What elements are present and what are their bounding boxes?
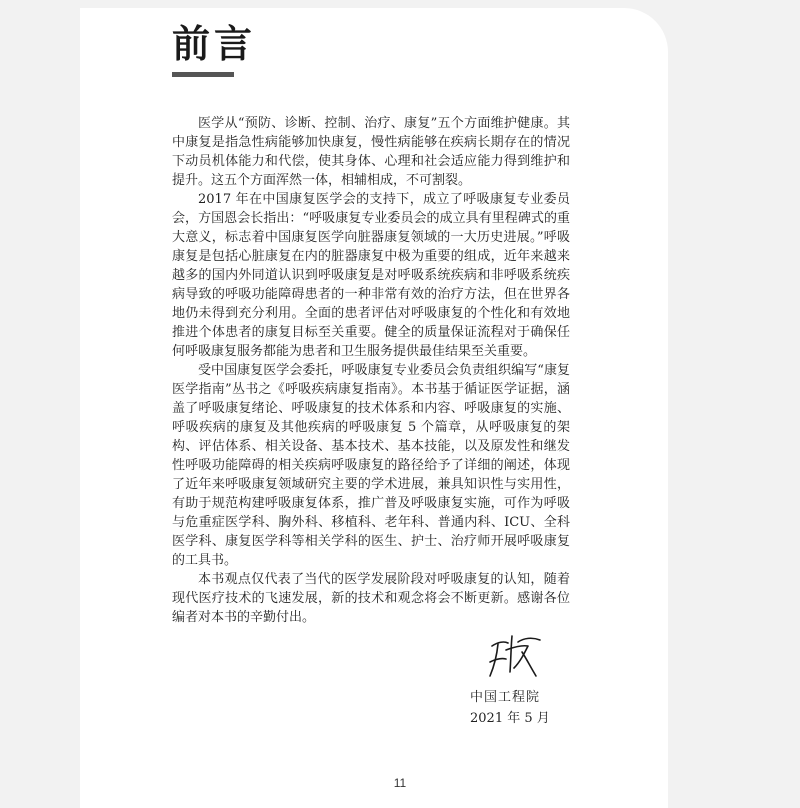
page-number: 11	[393, 776, 407, 790]
paragraph-2: 2017 年在中国康复医学会的支持下，成立了呼吸康复专业委员会，方国恩会长指出：“呼吸康复专业委员会的成立具有里程碑式的重大意义，标志着中国康复医学向脏器康复领域的一大历史进展。”呼吸康复是包括心脏康复在内的脏器康复中极为重要的组成，近年来越来越多的国内外同道认识到呼吸康复是对呼吸系统疾病和非呼吸系统疾病导致的呼吸功能障碍患者的一种非常有效的治疗方法，但在世界各地仍未得到充分利用。全面的患者评估对呼吸康复的个性化和有效地推进个体患者的康复目标至关重要。健全的质量保证流程对于确保任何呼吸康复服务都能为患者和卫生服务提供最佳结果至关重要。	[172, 192, 570, 359]
paragraph-1: 医学从“预防、诊断、控制、治疗、康复”五个方面维护健康。其中康复是指急性病能够加快康复，慢性病能够在疾病长期存在的情况下动员机体能力和代偿，使其身体、心理和社会适应能力得到维护和提升。这五个方面浑然一体，相辅相成，不可割裂。	[172, 116, 570, 188]
title-underline	[172, 72, 234, 77]
preface-body	[172, 114, 570, 627]
paragraph-4: 本书观点仅代表了当代的医学发展阶段对呼吸康复的认知，随着现代医疗技术的飞速发展，新的技术和观念将会不断更新。感谢各位编者对本书的辛勤付出。	[172, 572, 570, 625]
page-title: 前言	[172, 21, 257, 66]
signature-organization: 中国工程院	[470, 690, 541, 705]
handwritten-signature	[484, 632, 546, 682]
signature-date: 2021 年 5 月	[470, 711, 550, 726]
paragraph-3: 受中国康复医学会委托，呼吸康复专业委员会负责组织编写“康复医学指南”丛书之《呼吸疾病康复指南》。本书基于循证医学证据，涵盖了呼吸康复绪论、呼吸康复的技术体系和内容、呼吸康复的实施、呼吸疾病的康复及其他疾病的呼吸康复 5 个篇章，从呼吸康复的架构、评估体系、相关设备、基本技术、基本技能，以及原发性和继发性呼吸功能障碍的相关疾病呼吸康复的路径给予了详细的阐述，体现了近年来呼吸康复领域研究主要的学术进展，兼具知识性与实用性，有助于规范构建呼吸康复体系，推广普及呼吸康复实施，可作为呼吸与危重症医学科、胸外科、移植科、老年科、普通内科、ICU、全科医学科、康复医学科等相关学科的医生、护士、治疗师开展呼吸康复的工具书。	[172, 363, 570, 568]
